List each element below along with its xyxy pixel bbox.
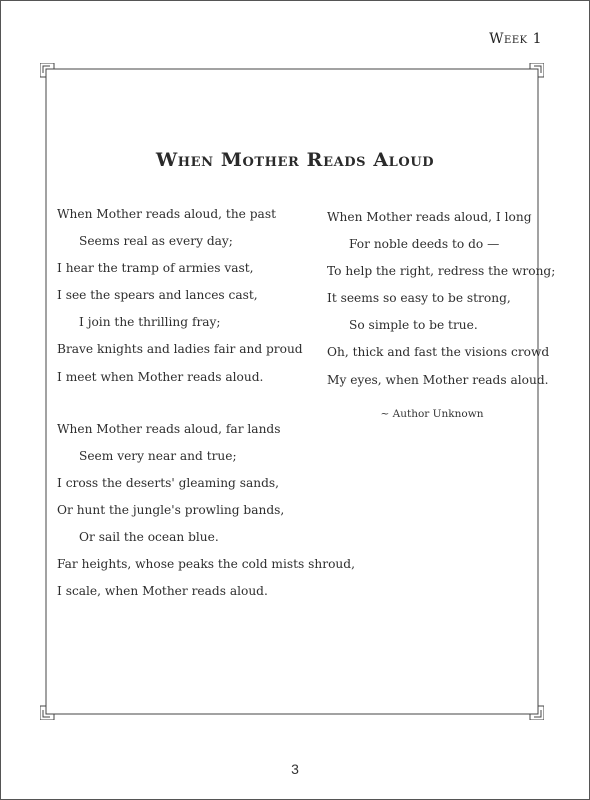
stanza-gap xyxy=(57,391,317,416)
poem-title: When Mother Reads Aloud xyxy=(155,149,435,171)
poem-line: Brave knights and ladies fair and proud xyxy=(57,342,303,357)
poem-line: So simple to be true. xyxy=(349,318,478,333)
poem-line: Seem very near and true; xyxy=(79,448,237,463)
poem-line: Seems real as every day; xyxy=(79,234,233,249)
poem-stanza xyxy=(57,416,355,606)
poem-stanza xyxy=(57,201,317,391)
poem-stanza xyxy=(327,204,556,394)
poem-line: Or sail the ocean blue. xyxy=(79,530,219,545)
poem-line: I scale, when Mother reads aloud. xyxy=(57,584,268,599)
poem-left-column xyxy=(57,201,355,605)
poem-line: When Mother reads aloud, the past xyxy=(57,207,276,221)
poem-line: I join the thrilling fray; xyxy=(79,315,221,330)
poem-line: When Mother reads aloud, far lands xyxy=(57,421,281,436)
poem-line: I meet when Mother reads aloud. xyxy=(57,369,264,384)
week-label: Week 1 xyxy=(489,31,542,47)
poem-line: It seems so easy to be strong, xyxy=(327,291,511,306)
poem-right-column xyxy=(327,204,556,394)
poem-line: To help the right, redress the wrong; xyxy=(327,264,556,279)
poem-line: Or hunt the jungle's prowling bands, xyxy=(57,502,285,517)
poem-line: For noble deeds to do — xyxy=(349,237,500,252)
poem-line: Oh, thick and fast the visions crowd xyxy=(327,345,550,360)
poem-line: I hear the tramp of armies vast, xyxy=(57,261,254,276)
poem-line: My eyes, when Mother reads aloud. xyxy=(327,372,549,387)
poem-attribution: ~ Author Unknown xyxy=(380,408,484,420)
poem-line: When Mother reads aloud, I long xyxy=(327,210,532,224)
page-number: 3 xyxy=(291,761,299,777)
poem-line: I cross the deserts' gleaming sands, xyxy=(57,475,280,490)
poem-line: Far heights, whose peaks the cold mists shroud, xyxy=(57,557,355,572)
poem-line: I see the spears and lances cast, xyxy=(57,288,258,303)
